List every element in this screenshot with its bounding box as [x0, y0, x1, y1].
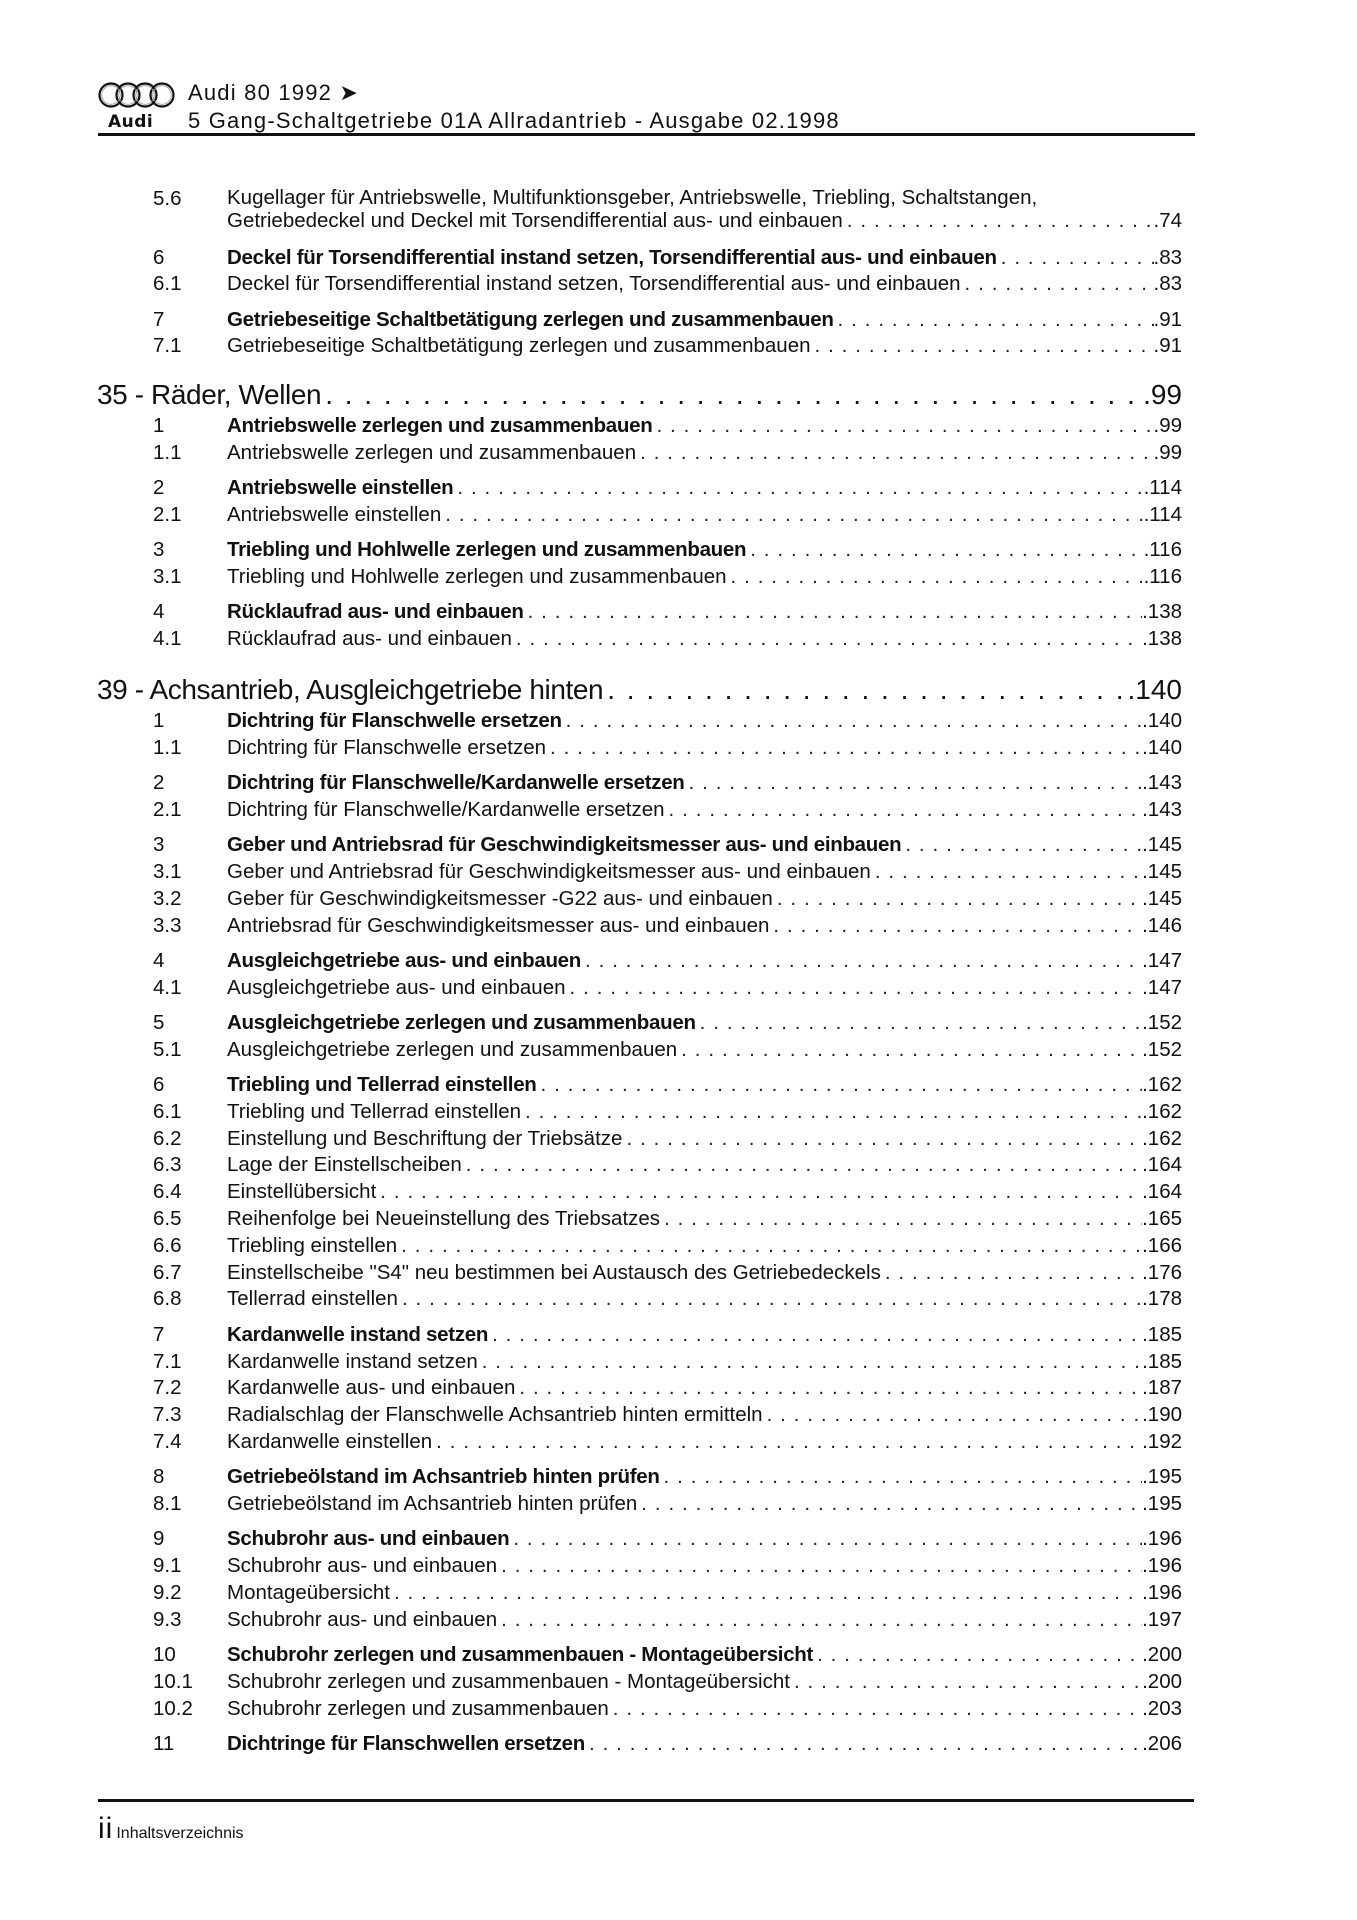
entry-page: .147 [1142, 975, 1182, 999]
entry-page: .162 [1142, 1126, 1182, 1150]
dot-leader [794, 1669, 1142, 1696]
entry-page: .196 [1142, 1527, 1182, 1551]
entry-number: 6.5 [153, 1207, 182, 1231]
dot-leader [566, 708, 1142, 735]
dot-leader [570, 975, 1143, 1002]
header-model: Audi 80 1992 ➤ [188, 80, 360, 105]
entry-title: Tellerrad einstellen [227, 1286, 402, 1313]
dot-leader [681, 1037, 1142, 1064]
toc-entry[interactable] [97, 1037, 1182, 1064]
toc-entry[interactable] [97, 1491, 1182, 1518]
entry-page: .200 [1142, 1643, 1182, 1666]
entry-title: Antriebswelle einstellen [227, 475, 457, 502]
entry-title: Schubrohr zerlegen und zusammenbauen - Montageübersicht [227, 1669, 794, 1696]
page-footer [98, 1812, 244, 1846]
entry-number: 9.1 [153, 1554, 182, 1578]
entry-title: Antriebsrad für Geschwindigkeitsmesser aus- und einbauen [227, 913, 773, 940]
chapter-page: .99 [1143, 379, 1182, 410]
entry-title-line1: Kugellager für Antriebswelle, Multifunktionsgeber, Antriebswelle, Triebling, Schaltstangen, [227, 186, 1038, 209]
entry-title: Getriebeseitige Schaltbetätigung zerlegen und zusammenbauen [227, 307, 838, 334]
toc-entry[interactable] [97, 1402, 1182, 1429]
dot-leader [641, 1491, 1142, 1518]
entry-number: 3.2 [153, 886, 182, 910]
entry-page: .145 [1142, 833, 1182, 857]
toc-entry[interactable] [97, 475, 1182, 502]
toc-entry[interactable] [97, 975, 1182, 1002]
toc-entry[interactable] [97, 1286, 1182, 1313]
page-header [98, 76, 1195, 136]
entry-number: 8.1 [153, 1492, 182, 1516]
toc-entry[interactable] [97, 413, 1182, 440]
dot-leader [445, 502, 1143, 529]
dot-leader [513, 1526, 1142, 1553]
toc-continued-section [97, 186, 1182, 360]
entry-page: .162 [1142, 1099, 1182, 1123]
toc-entry[interactable] [97, 1580, 1182, 1607]
dot-leader [550, 735, 1142, 762]
entry-page: .147 [1142, 948, 1182, 972]
toc-chapter-39 [97, 672, 1182, 1758]
toc-entry[interactable] [97, 832, 1182, 859]
audi-wordmark: Audi [108, 112, 154, 132]
dot-leader [482, 1349, 1142, 1376]
entry-number: 1 [153, 414, 165, 437]
entry-title: Schubrohr aus- und einbauen [227, 1526, 513, 1553]
footer-label: Inhaltsverzeichnis [116, 1825, 244, 1842]
entry-number: 3.3 [153, 913, 182, 937]
entry-title: Dichtring für Flanschwelle ersetzen [227, 735, 550, 762]
entry-page: .140 [1142, 735, 1182, 759]
chapter-entries [97, 413, 1182, 653]
dot-leader [516, 626, 1142, 653]
entry-number: 2 [153, 476, 165, 500]
entry-title-line2: Getriebedeckel und Deckel mit Torsendifferential aus- und einbauen [227, 209, 847, 232]
entry-page: .164 [1142, 1153, 1182, 1177]
chapter-heading[interactable] [97, 672, 1182, 708]
dot-leader [501, 1607, 1142, 1634]
entry-number: 3 [153, 833, 165, 857]
toc-entry[interactable] [97, 1126, 1182, 1153]
entry-title: Einstellübersicht [227, 1179, 380, 1206]
entry-title: Kardanwelle aus- und einbauen [227, 1375, 519, 1402]
dot-leader [731, 564, 1144, 591]
dot-leader [817, 1642, 1142, 1669]
entry-title: Triebling und Tellerrad einstellen [227, 1099, 525, 1126]
entry-number: 2.1 [153, 502, 182, 526]
entry-title: Antriebswelle zerlegen und zusammenbauen [227, 440, 640, 467]
entry-title: Ausgleichgetriebe aus- und einbauen [227, 948, 585, 975]
toc-entry[interactable] [97, 1731, 1182, 1758]
toc-entry[interactable] [97, 1179, 1182, 1206]
entry-title: Deckel für Torsendifferential instand setzen, Torsendifferential aus- und einbauen [227, 245, 1001, 272]
dot-leader [541, 1072, 1143, 1099]
dot-leader [519, 1375, 1142, 1402]
dot-leader [589, 1731, 1142, 1758]
entry-page: .197 [1142, 1607, 1182, 1631]
entry-title: Triebling und Hohlwelle zerlegen und zusammenbauen [227, 564, 731, 591]
entry-title: Dichtringe für Flanschwellen ersetzen [227, 1731, 589, 1758]
toc-entry[interactable] [97, 1349, 1182, 1376]
entry-title: Dichtring für Flanschwelle ersetzen [227, 708, 566, 735]
entry-number: 10.1 [153, 1669, 193, 1693]
entry-title: Geber und Antriebsrad für Geschwindigkeitsmesser aus- und einbauen [227, 832, 905, 859]
dot-leader [656, 413, 1153, 440]
footer-rule [98, 1799, 1194, 1802]
entry-number: 6.8 [153, 1287, 182, 1311]
toc-entry[interactable] [97, 333, 1182, 360]
entry-page: .114 [1143, 502, 1182, 526]
chapter-page: .140 [1127, 674, 1182, 705]
entry-title: Antriebswelle zerlegen und zusammenbauen [227, 413, 656, 440]
dot-leader [640, 440, 1153, 467]
entry-title: Deckel für Torsendifferential instand setzen, Torsendifferential aus- und einbauen [227, 271, 965, 298]
toc-entry[interactable] [97, 886, 1182, 913]
entry-page: .145 [1142, 886, 1182, 910]
toc-entry[interactable] [97, 948, 1182, 975]
toc-entry[interactable] [97, 1206, 1182, 1233]
toc-entry[interactable] [97, 502, 1182, 529]
audi-rings-logo-icon [98, 81, 176, 109]
entry-page: .206 [1142, 1731, 1182, 1755]
entry-title: Schubrohr aus- und einbauen [227, 1553, 501, 1580]
dot-leader [767, 1402, 1143, 1429]
dot-leader [436, 1429, 1142, 1456]
dot-leader [613, 1696, 1142, 1723]
entry-title: Rücklaufrad aus- und einbauen [227, 626, 516, 653]
toc-entry[interactable] [97, 1233, 1182, 1260]
toc-entry[interactable] [97, 1260, 1182, 1287]
entry-title: Getriebeölstand im Achsantrieb hinten prüfen [227, 1464, 664, 1491]
entry-number: 2 [153, 771, 165, 795]
entry-page: .91 [1153, 334, 1182, 358]
toc-entry[interactable] [97, 1072, 1182, 1099]
entry-number: 6.1 [153, 272, 182, 296]
page-number: ii [98, 1812, 114, 1845]
entry-number: 7 [153, 307, 165, 331]
entry-page: .143 [1142, 771, 1182, 795]
entry-number: 5 [153, 1010, 165, 1034]
entry-number: 6.1 [153, 1099, 182, 1123]
dot-leader [750, 537, 1143, 564]
entry-page: .196 [1142, 1580, 1182, 1604]
dot-leader [1001, 245, 1154, 272]
entry-page: .176 [1142, 1260, 1182, 1284]
dot-leader [664, 1464, 1143, 1491]
toc-entry[interactable] [97, 1464, 1182, 1491]
entry-page: .99 [1153, 440, 1182, 464]
entry-title: Rücklaufrad aus- und einbauen [227, 599, 528, 626]
chapter-heading[interactable] [97, 377, 1182, 413]
entry-title: Geber für Geschwindigkeitsmesser -G22 aus- und einbauen [227, 886, 777, 913]
toc-entry[interactable] [97, 770, 1182, 797]
entry-number: 10.2 [153, 1696, 193, 1720]
entry-title: Einstellung und Beschriftung der Triebsätze [227, 1126, 626, 1153]
entry-number: 2.1 [153, 797, 182, 821]
dot-leader [457, 475, 1143, 502]
dot-leader [669, 797, 1143, 824]
entry-number: 3 [153, 538, 165, 562]
chapter-title: 39 - Achsantrieb, Ausgleichgetriebe hinten [97, 674, 604, 705]
entry-number: 7.4 [153, 1429, 182, 1453]
entry-number: 7.1 [153, 1349, 182, 1373]
dot-leader [905, 832, 1142, 859]
chapter-entries [97, 708, 1182, 1758]
entry-number: 4 [153, 948, 165, 972]
entry-title: Kardanwelle einstellen [227, 1429, 436, 1456]
toc-entry[interactable] [97, 735, 1182, 762]
entry-title: Schubrohr zerlegen und zusammenbauen [227, 1696, 613, 1723]
toc-entry[interactable] [97, 564, 1182, 591]
dot-leader [815, 333, 1154, 360]
entry-title: Geber und Antriebsrad für Geschwindigkeitsmesser aus- und einbauen [227, 859, 875, 886]
entry-number: 4.1 [153, 975, 182, 999]
toc-entry[interactable] [97, 1152, 1182, 1179]
entry-page: .145 [1142, 859, 1182, 883]
toc-entry[interactable] [97, 1322, 1182, 1349]
toc-entry[interactable] [97, 708, 1182, 735]
entry-page: .91 [1153, 307, 1182, 331]
entry-page: .152 [1142, 1010, 1182, 1034]
entry-page: .83 [1153, 272, 1182, 296]
entry-title: Ausgleichgetriebe zerlegen und zusammenbauen [227, 1010, 700, 1037]
entry-title: Ausgleichgetriebe zerlegen und zusammenbauen [227, 1037, 681, 1064]
toc-entry[interactable] [97, 1642, 1182, 1669]
entry-number: 6.2 [153, 1126, 182, 1150]
entry-number: 5.1 [153, 1037, 182, 1061]
entry-number: 7 [153, 1322, 165, 1346]
entry-title: Ausgleichgetriebe aus- und einbauen [227, 975, 570, 1002]
entry-number: 9.2 [153, 1580, 182, 1604]
entry-page: .74 [1153, 209, 1182, 232]
toc-entry[interactable] [97, 1607, 1182, 1634]
toc-entry[interactable] [97, 1553, 1182, 1580]
entry-title: Lage der Einstellscheiben [227, 1152, 466, 1179]
toc-entry[interactable] [97, 1429, 1182, 1456]
toc-entry[interactable] [97, 1010, 1182, 1037]
toc-entry[interactable] [97, 245, 1182, 272]
dot-leader [525, 1099, 1142, 1126]
toc-entry[interactable] [97, 537, 1182, 564]
entry-title: Getriebeseitige Schaltbetätigung zerlegen und zusammenbauen [227, 333, 815, 360]
dot-leader [664, 1206, 1142, 1233]
toc-entry[interactable] [97, 1099, 1182, 1126]
entry-number: 6 [153, 1073, 165, 1097]
entry-number: 5.6 [153, 187, 182, 210]
dot-leader [965, 271, 1154, 298]
entry-title: Montageübersicht [227, 1580, 394, 1607]
entry-number: 10 [153, 1643, 176, 1666]
dot-leader [528, 599, 1143, 626]
entry-page: .195 [1142, 1465, 1182, 1489]
entry-number: 6.3 [153, 1153, 182, 1177]
entry-page: .185 [1142, 1322, 1182, 1346]
toc-entry[interactable] [97, 797, 1182, 824]
dot-leader [689, 770, 1143, 797]
entry-number: 9 [153, 1527, 165, 1551]
dot-leader [401, 1233, 1142, 1260]
toc-entry[interactable] [97, 307, 1182, 334]
entry-title: Radialschlag der Flanschwelle Achsantrieb hinten ermitteln [227, 1402, 767, 1429]
dot-leader [380, 1179, 1142, 1206]
entry-page: .195 [1142, 1492, 1182, 1516]
dot-leader [700, 1010, 1142, 1037]
entry-title: Schubrohr aus- und einbauen [227, 1607, 501, 1634]
toc-entry[interactable] [97, 271, 1182, 298]
entry-number: 8 [153, 1465, 165, 1489]
entry-page: .178 [1142, 1287, 1182, 1311]
toc-entry[interactable] [97, 1375, 1182, 1402]
entry-page: .165 [1142, 1207, 1182, 1231]
entry-page: .138 [1142, 600, 1182, 624]
entry-number: 4.1 [153, 627, 182, 651]
entry-number: 3.1 [153, 859, 182, 883]
entry-page: .152 [1142, 1037, 1182, 1061]
entry-title: Triebling einstellen [227, 1233, 401, 1260]
entry-page: .203 [1142, 1696, 1182, 1720]
entry-number: 1.1 [153, 440, 182, 464]
dot-leader [607, 672, 1127, 708]
dot-leader [838, 307, 1154, 334]
entry-page: .190 [1142, 1403, 1182, 1427]
entry-title: Dichtring für Flanschwelle/Kardanwelle ersetzen [227, 770, 689, 797]
chapter-title: 35 - Räder, Wellen [97, 379, 322, 410]
dot-leader [394, 1580, 1142, 1607]
entry-page: .196 [1142, 1554, 1182, 1578]
dot-leader [626, 1126, 1142, 1153]
entry-page: .143 [1142, 797, 1182, 821]
entry-number: 7.2 [153, 1376, 182, 1400]
entry-page: .164 [1142, 1180, 1182, 1204]
toc-entry[interactable] [97, 186, 1182, 236]
toc-entry[interactable] [97, 859, 1182, 886]
entry-page: .166 [1142, 1233, 1182, 1257]
dot-leader [501, 1553, 1142, 1580]
toc-entry[interactable] [97, 440, 1182, 467]
entry-page: .140 [1142, 709, 1182, 732]
entry-title: Triebling und Tellerrad einstellen [227, 1072, 541, 1099]
toc-entry[interactable] [97, 1669, 1182, 1696]
entry-page: .162 [1142, 1073, 1182, 1097]
toc-entry[interactable] [97, 1526, 1182, 1553]
dot-leader [773, 913, 1142, 940]
entry-title: Antriebswelle einstellen [227, 502, 445, 529]
entry-number: 4 [153, 600, 165, 624]
entry-number: 7.1 [153, 334, 182, 358]
entry-page: .185 [1142, 1349, 1182, 1373]
entry-title: Dichtring für Flanschwelle/Kardanwelle ersetzen [227, 797, 669, 824]
entry-number: 6.7 [153, 1260, 182, 1284]
entry-number: 9.3 [153, 1607, 182, 1631]
entry-page: .192 [1142, 1429, 1182, 1453]
toc-chapter-35 [97, 377, 1182, 653]
toc-entry[interactable] [97, 913, 1182, 940]
entry-page: .200 [1142, 1669, 1182, 1693]
dot-leader [847, 209, 1154, 232]
entry-number: 7.3 [153, 1403, 182, 1427]
dot-leader [875, 859, 1142, 886]
dot-leader [777, 886, 1142, 913]
entry-page: .116 [1143, 538, 1182, 562]
entry-page: .83 [1153, 245, 1182, 269]
entry-number: 6.6 [153, 1233, 182, 1257]
entry-page: .99 [1153, 414, 1182, 437]
entry-number: 11 [153, 1731, 175, 1755]
entry-title: Kardanwelle instand setzen [227, 1322, 492, 1349]
header-manual-title: 5 Gang-Schaltgetriebe 01A Allradantrieb - Ausgabe 02.1998 [188, 108, 840, 133]
toc-entry[interactable] [97, 626, 1182, 653]
entry-page: .138 [1142, 627, 1182, 651]
entry-title: Getriebeölstand im Achsantrieb hinten prüfen [227, 1491, 641, 1518]
toc-entry[interactable] [97, 1696, 1182, 1723]
entry-title: Reihenfolge bei Neueinstellung des Triebsatzes [227, 1206, 664, 1233]
entry-number: 6 [153, 245, 165, 269]
entry-page: .116 [1143, 564, 1182, 588]
header-rule [98, 133, 1195, 136]
dot-leader [585, 948, 1142, 975]
entry-title: Kardanwelle instand setzen [227, 1349, 482, 1376]
entry-number: 1.1 [153, 735, 182, 759]
entry-page: .146 [1142, 913, 1182, 937]
entry-number: 1 [153, 709, 165, 732]
entry-title: Schubrohr zerlegen und zusammenbauen - Montageübersicht [227, 1642, 817, 1669]
entry-number: 3.1 [153, 564, 182, 588]
toc-entry[interactable] [97, 599, 1182, 626]
dot-leader [492, 1322, 1142, 1349]
dot-leader [402, 1286, 1142, 1313]
entry-number: 6.4 [153, 1180, 182, 1204]
dot-leader [885, 1260, 1142, 1287]
entry-title: Einstellscheibe "S4" neu bestimmen bei Austausch des Getriebedeckels [227, 1260, 885, 1287]
entry-title: Triebling und Hohlwelle zerlegen und zusammenbauen [227, 537, 750, 564]
dot-leader [325, 377, 1143, 413]
entry-page: .114 [1143, 476, 1182, 500]
dot-leader [466, 1152, 1142, 1179]
entry-page: .187 [1142, 1376, 1182, 1400]
